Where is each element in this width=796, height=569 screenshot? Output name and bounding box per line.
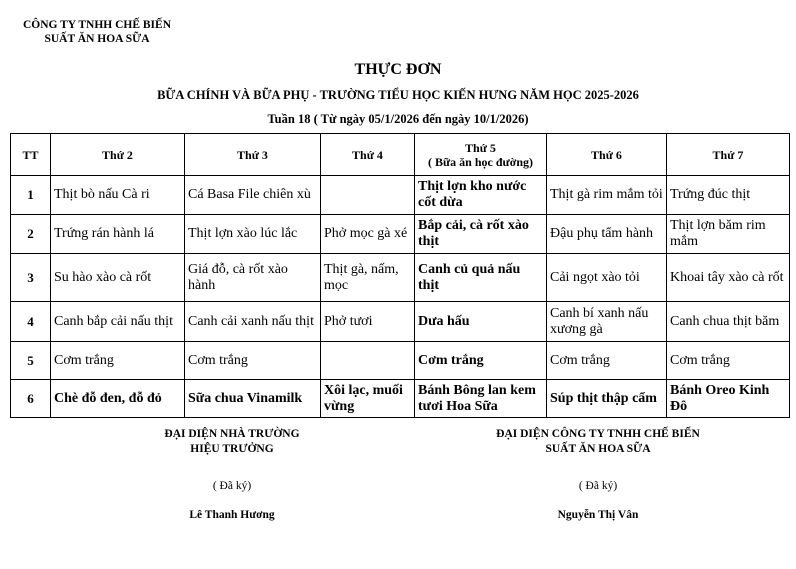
cell-thu2: Canh bắp cải nấu thịt [51,302,185,342]
header-thu5-label: Thứ 5 [465,140,496,155]
signature-school-name: Lê Thanh Hương [189,509,275,521]
company-name-line2: SUẤT ĂN HOA SỮA [44,33,150,45]
cell-thu6: Cải ngọt xào tỏi [547,254,667,302]
cell-thu3: Giá đỗ, cà rốt xào hành [185,254,321,302]
signature-company-line2: SUẤT ĂN HOA SỮA [545,443,651,455]
signature-school-line1: ĐẠI DIỆN NHÀ TRƯỜNG [164,428,300,440]
cell-thu7: Khoai tây xào cà rốt [667,254,790,302]
cell-thu7: Trứng đúc thịt [667,176,790,215]
cell-thu4: Thịt gà, nấm, mọc [321,254,415,302]
header-thu6: Thứ 6 [547,134,667,176]
signature-school-line2: HIỆU TRƯỞNG [190,443,274,455]
cell-thu5: Bắp cải, cà rốt xào thịt [415,215,547,254]
header-thu7: Thứ 7 [667,134,790,176]
table-row [11,254,790,302]
cell-thu3: Thịt lợn xào lúc lắc [185,215,321,254]
cell-thu2: Chè đỗ đen, đỗ đỏ [51,380,185,418]
page-title: THỰC ĐƠN [354,61,442,78]
row-number: 3 [11,254,51,302]
cell-thu5: Cơm trắng [415,342,547,380]
cell-thu6: Súp thịt thập cẩm [547,380,667,418]
cell-thu2: Su hào xào cà rốt [51,254,185,302]
cell-thu5: Bánh Bông lan kem tươi Hoa Sữa [415,380,547,418]
header-tt: TT [11,134,51,176]
signature-school-signed: ( Đã ký) [212,480,252,492]
row-number: 4 [11,302,51,342]
row-number: 2 [11,215,51,254]
cell-thu6: Thịt gà rim mắm tỏi [547,176,667,215]
cell-thu7: Cơm trắng [667,342,790,380]
cell-thu7: Bánh Oreo Kinh Đô [667,380,790,418]
cell-thu5: Canh củ quả nấu thịt [415,254,547,302]
cell-thu4 [321,342,415,380]
header-thu2: Thứ 2 [51,134,185,176]
row-number: 6 [11,380,51,418]
menu-table [10,133,790,418]
table-row [11,342,790,380]
cell-thu3: Cơm trắng [185,342,321,380]
cell-thu6: Đậu phụ tẩm hành [547,215,667,254]
cell-thu2: Cơm trắng [51,342,185,380]
cell-thu5: Thịt lợn kho nước cốt dừa [415,176,547,215]
cell-thu2: Thịt bò nấu Cà ri [51,176,185,215]
header-thu5 [415,134,547,176]
cell-thu7: Canh chua thịt băm [667,302,790,342]
signature-company-name: Nguyễn Thị Vân [557,509,639,521]
signature-school [132,427,332,523]
header-thu4: Thứ 4 [321,134,415,176]
cell-thu6: Canh bí xanh nấu xương gà [547,302,667,342]
company-name-line1: CÔNG TY TNHH CHẾ BIẾN [22,19,172,31]
signature-company-signed: ( Đã ký) [578,480,618,492]
cell-thu7: Thịt lợn băm rim mắm [667,215,790,254]
table-header-row [11,134,790,176]
cell-thu4: Xôi lạc, muối vừng [321,380,415,418]
cell-thu4 [321,176,415,215]
page-subtitle: BỮA CHÍNH VÀ BỮA PHỤ - TRƯỜNG TIỂU HỌC KIẾN HƯNG NĂM HỌC 2025-2026 [157,88,639,102]
cell-thu4: Phở mọc gà xé [321,215,415,254]
company-header [12,18,182,46]
cell-thu3: Cá Basa File chiên xù [185,176,321,215]
cell-thu2: Trứng rán hành lá [51,215,185,254]
cell-thu4: Phở tươi [321,302,415,342]
cell-thu6: Cơm trắng [547,342,667,380]
cell-thu3: Sữa chua Vinamilk [185,380,321,418]
week-range: Tuần 18 ( Từ ngày 05/1/2026 đến ngày 10/1/2026) [267,112,529,126]
header-thu5-note: ( Bữa ăn học đường) [427,154,534,169]
cell-thu5: Dưa hấu [415,302,547,342]
signature-company-line1: ĐẠI DIỆN CÔNG TY TNHH CHẾ BIẾN [496,428,700,440]
row-number: 5 [11,342,51,380]
table-row [11,176,790,215]
cell-thu3: Canh cải xanh nấu thịt [185,302,321,342]
header-thu3: Thứ 3 [185,134,321,176]
table-row [11,215,790,254]
signature-company [468,427,728,523]
table-row [11,380,790,418]
table-row [11,302,790,342]
row-number: 1 [11,176,51,215]
